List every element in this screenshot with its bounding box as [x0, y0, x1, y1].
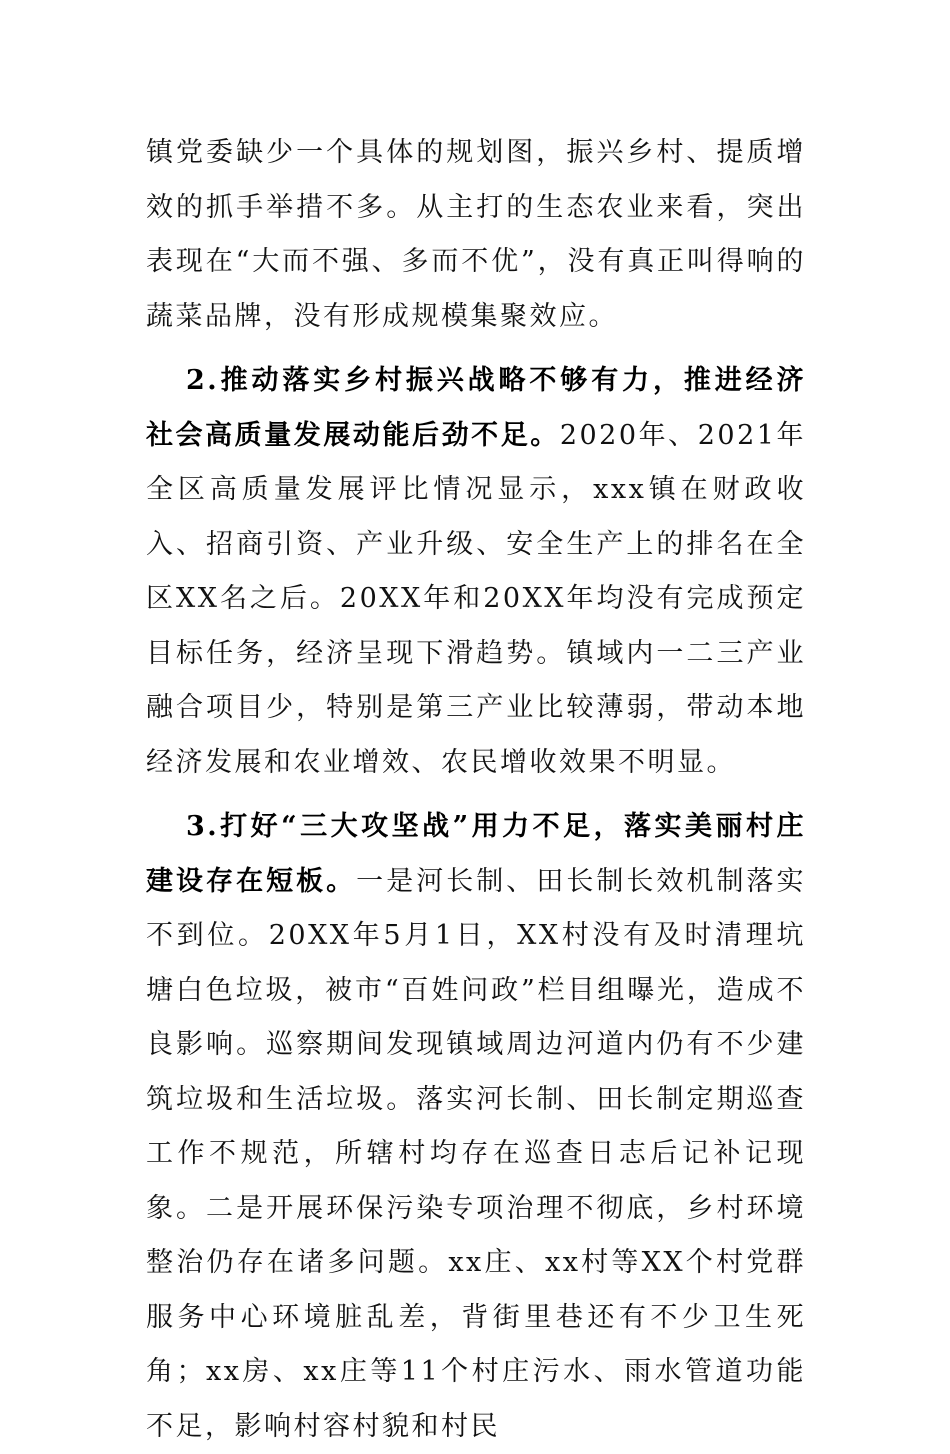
- paragraph-continuation: [146, 126, 806, 344]
- paragraph-spacer: [146, 344, 806, 354]
- paragraph-text: 镇党委缺少一个具体的规划图，振兴乡村、提质增效的抓手举措不多。从主打的生态农业来看，突出表现在“大而不强、多而不优”，没有真正叫得响的蔬菜品牌，没有形成规模集聚效应。: [146, 137, 806, 332]
- paragraph-text: 一是河长制、田长制长效机制落实不到位。20XX年5月1日，XX村没有及时清理坑塘白色垃圾，被市“百姓问政”栏目组曝光，造成不良影响。巡察期间发现镇域周边河道内仍有不少建筑垃圾和生活垃圾。落实河长制、田长制定期巡查工作不规范，所辖村均存在巡查日志后记补记现象。二是开展环保污染专项治理不彻底，乡村环境整治仍存在诸多问题。xx庄、xx村等XX个村党群服务中心环境脏乱差，背街里巷还有不少卫生死角；xx房、xx庄等11个村庄污水、雨水管道功能不足，影响村容村貌和村民: [146, 865, 807, 1442]
- document-body: [146, 126, 806, 1454]
- section-heading: 3.打好“三大攻坚战”用力不足，落实美丽村庄建设存在短板。: [146, 811, 806, 897]
- paragraph-spacer: [146, 790, 806, 800]
- paragraph-section-3: [146, 800, 806, 1454]
- section-heading: 2.推动落实乡村振兴战略不够有力，推进经济社会高质量发展动能后劲不足。: [146, 365, 806, 451]
- paragraph-section-2: [146, 354, 806, 790]
- paragraph-text: 2020年、2021年全区高质量发展评比情况显示，xxx镇在财政收入、招商引资、产业升级、安全生产上的排名在全区XX名之后。20XX年和20XX年均没有完成预定目标任务，经济呈现下滑趋势。镇域内一二三产业融合项目少，特别是第三产业比较薄弱，带动本地经济发展和农业增效、农民增收效果不明显。: [146, 419, 806, 778]
